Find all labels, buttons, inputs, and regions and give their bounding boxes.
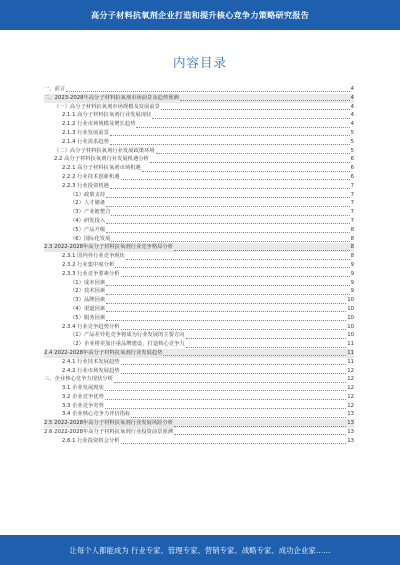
toc-entry-page-number: 4 xyxy=(350,103,354,110)
toc-entry[interactable] xyxy=(44,147,354,156)
toc-entry-page-number: 12 xyxy=(347,393,354,400)
toc-entry[interactable] xyxy=(44,138,354,147)
toc-entry[interactable] xyxy=(44,208,354,217)
toc-dot-leader xyxy=(156,148,350,154)
toc-heading: 内容目录 xyxy=(172,55,227,70)
toc-entry-page-number: 4 xyxy=(350,86,354,92)
toc-entry[interactable] xyxy=(44,375,354,384)
toc-dot-leader xyxy=(111,236,349,242)
toc-entry-title: （一）高分子材料抗氧剂市场规模及发展前景 xyxy=(54,103,160,110)
toc-entry-title: 一、前言 xyxy=(44,86,66,92)
toc-entry-page-number: 5 xyxy=(350,147,354,154)
toc-dot-leader xyxy=(106,306,346,312)
toc-entry-page-number: 7 xyxy=(350,200,354,207)
toc-dot-leader xyxy=(106,289,349,295)
toc-entry-title: 2.1.4 行业需求趋势 xyxy=(62,138,109,145)
toc-dot-leader xyxy=(121,359,347,365)
toc-entry-page-number: 8 xyxy=(350,244,354,251)
toc-dot-leader xyxy=(174,421,346,427)
toc-entry-page-number: 12 xyxy=(347,402,354,409)
toc-dot-leader xyxy=(121,324,347,330)
toc-entry-title: 3.2 企业竞争优势 xyxy=(62,393,104,400)
toc-entry[interactable] xyxy=(44,94,354,103)
toc-entry-title: （3）品牌因素 xyxy=(70,297,106,304)
toc-entry[interactable] xyxy=(44,331,354,340)
toc-entry-title: （5）服务因素 xyxy=(70,314,106,321)
toc-entry[interactable] xyxy=(44,393,354,402)
toc-dot-leader xyxy=(136,122,349,128)
toc-entry-title: 2.3.3 行业竞争要素分析 xyxy=(62,270,120,277)
toc-entry-title: （6）国际化发展 xyxy=(70,235,111,242)
toc-entry-page-number: 6 xyxy=(350,156,354,163)
toc-entry[interactable] xyxy=(44,261,354,270)
toc-entry-page-number: 10 xyxy=(347,314,354,321)
toc-dot-leader xyxy=(110,139,350,145)
toc-dot-leader xyxy=(105,394,346,400)
toc-entry-title: 2.1.1 高分子材料抗氧剂行业发展现状 xyxy=(62,112,152,119)
toc-entry-title: （2）人才储备 xyxy=(70,200,106,207)
toc-entry-title: 2.2 高分子材料抗氧剂行业发展机遇分析 xyxy=(54,156,149,163)
toc-entry-title: 三、企业核心竞争力现状分析 xyxy=(44,376,113,383)
toc-entry-page-number: 7 xyxy=(350,182,354,189)
toc-entry[interactable] xyxy=(44,164,354,173)
toc-dot-leader xyxy=(110,130,350,136)
toc-dot-leader xyxy=(150,157,350,163)
toc-entry-title: 3.1 企业发展现状 xyxy=(62,385,104,392)
toc-entry[interactable] xyxy=(44,129,354,138)
toc-entry[interactable] xyxy=(44,120,354,129)
toc-dot-leader xyxy=(142,166,350,172)
toc-entry-title: 二、2023-2028年高分子材料抗氧剂市场前景及趋势预测 xyxy=(44,94,179,101)
toc-entry-page-number: 9 xyxy=(350,261,354,268)
toc-dot-leader xyxy=(110,183,350,189)
toc-dot-leader xyxy=(121,438,347,444)
toc-entry-title: （2）企业将更加注重品牌建设，打造核心竞争力 xyxy=(70,341,185,348)
toc-entry[interactable] xyxy=(44,410,354,419)
toc-entry-title: 2.4.1 行业技术发展趋势 xyxy=(62,358,120,365)
toc-entry-page-number: 8 xyxy=(350,253,354,260)
toc-dot-leader xyxy=(106,192,349,198)
toc-entry-title: 2.2.1 高分子材料抗氧剂市场机遇 xyxy=(62,165,141,172)
toc-entry-page-number: 10 xyxy=(347,297,354,304)
toc-entry-page-number: 6 xyxy=(350,165,354,172)
toc-entry-page-number: 5 xyxy=(350,129,354,136)
toc-entry-title: 2.5 2022-2028年高分子材料抗氧剂行业发展风险分析 xyxy=(44,420,174,427)
toc-entry-page-number: 10 xyxy=(347,305,354,312)
toc-entry-page-number: 4 xyxy=(350,112,354,119)
toc-dot-leader xyxy=(121,174,350,180)
toc-dot-leader xyxy=(106,315,346,321)
toc-entry[interactable] xyxy=(44,270,354,279)
toc-entry-page-number: 10 xyxy=(347,323,354,330)
toc-entry-page-number: 8 xyxy=(350,235,354,242)
toc-dot-leader xyxy=(114,377,346,383)
toc-entry-title: 2.2.3 行业投资机遇 xyxy=(62,182,109,189)
toc-entry-page-number: 13 xyxy=(347,437,354,444)
toc-entry-title: 2.6.1 行业投资机会分析 xyxy=(62,437,120,444)
toc-entry[interactable] xyxy=(44,279,354,288)
toc-entry[interactable] xyxy=(44,402,354,411)
toc-dot-leader xyxy=(115,262,349,268)
toc-entry-page-number: 4 xyxy=(350,121,354,128)
toc-entry-page-number: 4 xyxy=(350,94,354,101)
report-title: 高分子材料抗氧剂企业打造和提升核心竞争力策略研究报告 xyxy=(90,9,310,20)
toc-entry[interactable] xyxy=(44,252,354,261)
toc-entry-page-number: 13 xyxy=(347,429,354,436)
toc-dot-leader xyxy=(121,271,350,277)
toc-entry-title: （3）产业链整合 xyxy=(70,209,111,216)
toc-entry[interactable] xyxy=(44,367,354,376)
toc-entry-page-number: 6 xyxy=(350,173,354,180)
toc-dot-leader xyxy=(111,210,349,216)
toc-entry-page-number: 11 xyxy=(347,341,354,348)
toc-entry-title: 2.2.2 行业技术创新机遇 xyxy=(62,173,120,180)
toc-entry[interactable] xyxy=(44,111,354,120)
toc-dot-leader xyxy=(161,104,350,110)
toc-entry[interactable] xyxy=(44,358,354,367)
toc-entry[interactable] xyxy=(44,323,354,332)
toc-entry[interactable] xyxy=(44,384,354,393)
toc-entry[interactable] xyxy=(44,85,354,94)
toc-dot-leader xyxy=(106,201,349,207)
toc-entry-page-number: 9 xyxy=(350,279,354,286)
toc-entry[interactable] xyxy=(44,226,354,235)
toc-dot-leader xyxy=(106,298,346,304)
toc-entry-title: （4）研发投入 xyxy=(70,217,106,224)
toc-entry-title: （1）政策支持 xyxy=(70,191,106,198)
toc-entry-title: （5）产品升级 xyxy=(70,226,106,233)
toc-entry[interactable] xyxy=(44,155,354,164)
toc-entry-title: （1）成本因素 xyxy=(70,279,106,286)
toc-entry-title: （二）高分子材料抗氧剂行业发展政策环境 xyxy=(54,147,155,154)
toc-dot-leader xyxy=(186,333,347,339)
toc-dot-leader xyxy=(174,429,346,435)
footer-banner xyxy=(0,535,400,565)
toc-entry-page-number: 7 xyxy=(350,191,354,198)
toc-dot-leader xyxy=(180,95,350,101)
toc-entry[interactable] xyxy=(44,314,354,323)
toc-entry[interactable] xyxy=(44,305,354,314)
toc-entry-page-number: 7 xyxy=(350,209,354,216)
toc-entry[interactable] xyxy=(44,243,354,252)
toc-dot-leader xyxy=(186,342,347,348)
toc-entry-title: 2.1.2 行业市场规模及增长趋势 xyxy=(62,121,136,128)
toc-entry[interactable] xyxy=(44,340,354,349)
toc-entry-page-number: 8 xyxy=(350,226,354,233)
toc-dot-leader xyxy=(131,412,346,418)
table-of-contents xyxy=(44,85,354,446)
toc-entry-title: 2.4 2022-2028年高分子材料抗氧剂行业发展趋势 xyxy=(44,349,163,356)
toc-entry-title: 2.4.2 行业市场发展趋势 xyxy=(62,367,120,374)
toc-entry[interactable] xyxy=(44,199,354,208)
toc-entry[interactable] xyxy=(44,287,354,296)
toc-entry-page-number: 12 xyxy=(347,376,354,383)
toc-entry-title: （4）渠道因素 xyxy=(70,305,106,312)
toc-entry[interactable] xyxy=(44,191,354,200)
toc-dot-leader xyxy=(66,86,349,92)
toc-entry-title: 2.6 2022-2028年高分子材料抗氧剂行业投资前景预测 xyxy=(44,429,174,436)
footer-slogan: 让每个人都能成为 行业专家、管理专家、营销专家、战略专家、成功企业家…… xyxy=(69,545,331,555)
toc-entry-page-number: 11 xyxy=(347,349,354,356)
toc-entry[interactable] xyxy=(44,103,354,112)
toc-entry[interactable] xyxy=(44,349,354,358)
toc-entry-page-number: 7 xyxy=(350,217,354,224)
toc-entry[interactable] xyxy=(44,428,354,437)
report-header-banner xyxy=(0,0,400,30)
toc-dot-leader xyxy=(105,403,346,409)
toc-entry-title: （2）技术因素 xyxy=(70,288,106,295)
toc-entry-page-number: 11 xyxy=(347,358,354,365)
toc-entry-title: 2.3 2022-2028年高分子材料抗氧剂行业竞争格局分析 xyxy=(44,244,174,251)
toc-dot-leader xyxy=(126,254,350,260)
toc-entry-title: （1）产品差异化竞争将成为行业发展的主要方向 xyxy=(70,332,185,339)
toc-entry-page-number: 5 xyxy=(350,138,354,145)
toc-dot-leader xyxy=(163,350,346,356)
toc-entry[interactable] xyxy=(44,419,354,428)
toc-entry-page-number: 13 xyxy=(347,420,354,427)
toc-dot-leader xyxy=(106,218,349,224)
toc-entry-page-number: 9 xyxy=(350,288,354,295)
toc-entry[interactable] xyxy=(44,217,354,226)
toc-entry-title: 2.3.2 行业集中度分析 xyxy=(62,261,115,268)
toc-entry-title: 2.3.1 国内外行业竞争现状 xyxy=(62,253,125,260)
toc-entry[interactable] xyxy=(44,437,354,446)
toc-entry-title: 3.3 企业竞争劣势 xyxy=(62,402,104,409)
toc-entry-title: 2.3.4 行业竞争趋势分析 xyxy=(62,323,120,330)
toc-dot-leader xyxy=(121,368,347,374)
toc-dot-leader xyxy=(106,280,349,286)
toc-entry[interactable] xyxy=(44,235,354,244)
toc-dot-leader xyxy=(152,113,349,119)
toc-entry[interactable] xyxy=(44,296,354,305)
toc-entry-page-number: 13 xyxy=(347,411,354,418)
toc-entry-page-number: 10 xyxy=(347,332,354,339)
toc-dot-leader xyxy=(106,227,349,233)
toc-entry-page-number: 12 xyxy=(347,385,354,392)
toc-entry[interactable] xyxy=(44,173,354,182)
toc-entry-title: 2.1.3 行业发展前景 xyxy=(62,129,109,136)
toc-entry-title: 3.4 企业核心竞争力评价指标 xyxy=(62,411,131,418)
toc-dot-leader xyxy=(174,245,350,251)
toc-entry-page-number: 9 xyxy=(350,270,354,277)
toc-entry[interactable] xyxy=(44,182,354,191)
toc-dot-leader xyxy=(105,385,346,391)
toc-entry-page-number: 12 xyxy=(347,367,354,374)
